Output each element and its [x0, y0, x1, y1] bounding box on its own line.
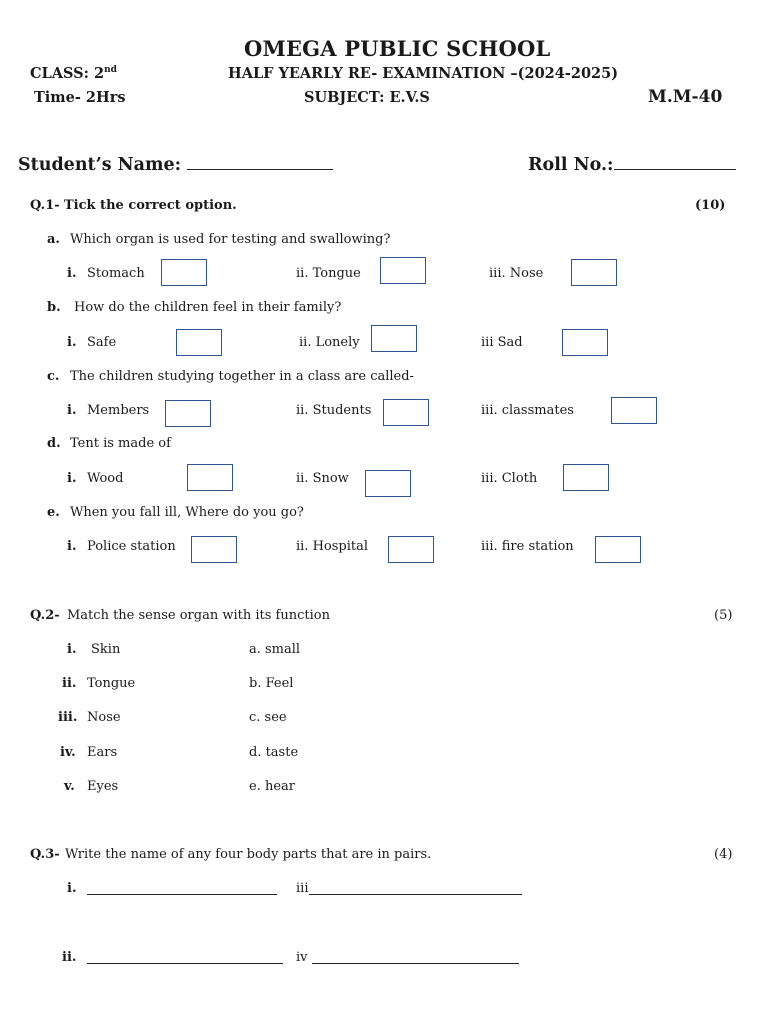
tick-box[interactable]: [595, 536, 641, 563]
option-number: i.: [67, 403, 77, 418]
match-left: Skin: [91, 642, 121, 657]
option-text: ii. Lonely: [299, 335, 360, 350]
q1-number: Q.1-: [30, 198, 60, 213]
option-text: iii. classmates: [481, 403, 574, 418]
option-text: iii. fire station: [481, 539, 574, 554]
option-text: ii. Snow: [296, 471, 349, 486]
match-row-number: v.: [64, 779, 75, 794]
q1-item-question: The children studying together in a class are called-: [70, 369, 414, 384]
match-right: a. small: [249, 642, 301, 657]
option-text: ii. Hospital: [296, 539, 369, 554]
q1-item-letter: a.: [47, 232, 60, 247]
option-number: i.: [67, 266, 77, 281]
tick-box[interactable]: [371, 325, 417, 352]
tick-box[interactable]: [380, 257, 426, 284]
match-left: Ears: [87, 745, 118, 760]
match-right: c. see: [249, 710, 287, 725]
q1-item-letter: c.: [47, 369, 60, 384]
match-left: Tongue: [87, 676, 136, 691]
class-label: [30, 65, 117, 82]
match-row-number: iii.: [58, 710, 78, 725]
tick-box[interactable]: [176, 329, 222, 356]
student-name-label: Student’s Name:: [18, 155, 182, 175]
max-marks: M.M-40: [648, 87, 723, 107]
answer-blank[interactable]: [309, 881, 522, 895]
tick-box[interactable]: [562, 329, 608, 356]
match-right: b. Feel: [249, 676, 294, 691]
q1-item-letter: e.: [47, 505, 60, 520]
class-text: CLASS: 2: [30, 65, 105, 82]
q1-item-letter: b.: [47, 300, 61, 315]
tick-box[interactable]: [571, 259, 617, 286]
option-text: ii. Students: [296, 403, 372, 418]
option-text: Members: [87, 403, 150, 418]
school-name: OMEGA PUBLIC SCHOOL: [244, 36, 551, 61]
answer-blank[interactable]: [87, 950, 283, 964]
student-name-blank[interactable]: [187, 157, 333, 170]
q1-text: Tick the correct option.: [64, 198, 237, 213]
q2-number: Q.2-: [30, 608, 60, 623]
match-left: Eyes: [87, 779, 119, 794]
tick-box[interactable]: [563, 464, 609, 491]
option-number: i.: [67, 539, 77, 554]
option-text: Stomach: [87, 266, 145, 281]
tick-box[interactable]: [187, 464, 233, 491]
option-text: Safe: [87, 335, 117, 350]
q1-item-question: How do the children feel in their family?: [74, 300, 342, 315]
answer-row-number: i.: [67, 881, 77, 896]
tick-box[interactable]: [365, 470, 411, 497]
tick-box[interactable]: [165, 400, 211, 427]
q1-item-letter: d.: [47, 436, 61, 451]
tick-box[interactable]: [191, 536, 237, 563]
q3-marks: (4): [714, 847, 733, 862]
exam-title: HALF YEARLY RE- EXAMINATION –(2024-2025): [228, 65, 619, 82]
answer-second-number: iii: [296, 881, 309, 896]
answer-blank[interactable]: [87, 881, 277, 895]
q1-item-question: Which organ is used for testing and swallowing?: [70, 232, 391, 247]
match-row-number: ii.: [62, 676, 77, 691]
match-right: e. hear: [249, 779, 295, 794]
q1-item-question: Tent is made of: [70, 436, 171, 451]
q2-marks: (5): [714, 608, 733, 623]
tick-box[interactable]: [611, 397, 657, 424]
roll-no-blank[interactable]: [614, 157, 736, 170]
option-number: i.: [67, 335, 77, 350]
answer-blank[interactable]: [312, 950, 519, 964]
match-row-number: iv.: [60, 745, 76, 760]
q1-marks: (10): [695, 198, 726, 213]
match-left: Nose: [87, 710, 121, 725]
class-superscript: nd: [104, 65, 117, 76]
tick-box[interactable]: [383, 399, 429, 426]
student-name-field: [18, 155, 333, 175]
option-text: iii Sad: [481, 335, 523, 350]
q3-number: Q.3-: [30, 847, 60, 862]
option-text: Wood: [87, 471, 124, 486]
match-row-number: i.: [67, 642, 77, 657]
time-label: Time- 2Hrs: [34, 89, 126, 106]
option-text: iii. Nose: [489, 266, 544, 281]
roll-no-label: Roll No.:: [528, 155, 614, 175]
option-text: Police station: [87, 539, 176, 554]
q3-text: Write the name of any four body parts that are in pairs.: [65, 847, 432, 862]
q1-item-question: When you fall ill, Where do you go?: [70, 505, 304, 520]
q2-text: Match the sense organ with its function: [67, 608, 330, 623]
tick-box[interactable]: [161, 259, 207, 286]
tick-box[interactable]: [388, 536, 434, 563]
roll-no-field: [528, 155, 736, 175]
option-text: ii. Tongue: [296, 266, 361, 281]
option-number: i.: [67, 471, 77, 486]
answer-second-number: iv: [296, 950, 308, 965]
subject-label: SUBJECT: E.V.S: [304, 89, 430, 106]
answer-row-number: ii.: [62, 950, 77, 965]
match-right: d. taste: [249, 745, 299, 760]
option-text: iii. Cloth: [481, 471, 538, 486]
